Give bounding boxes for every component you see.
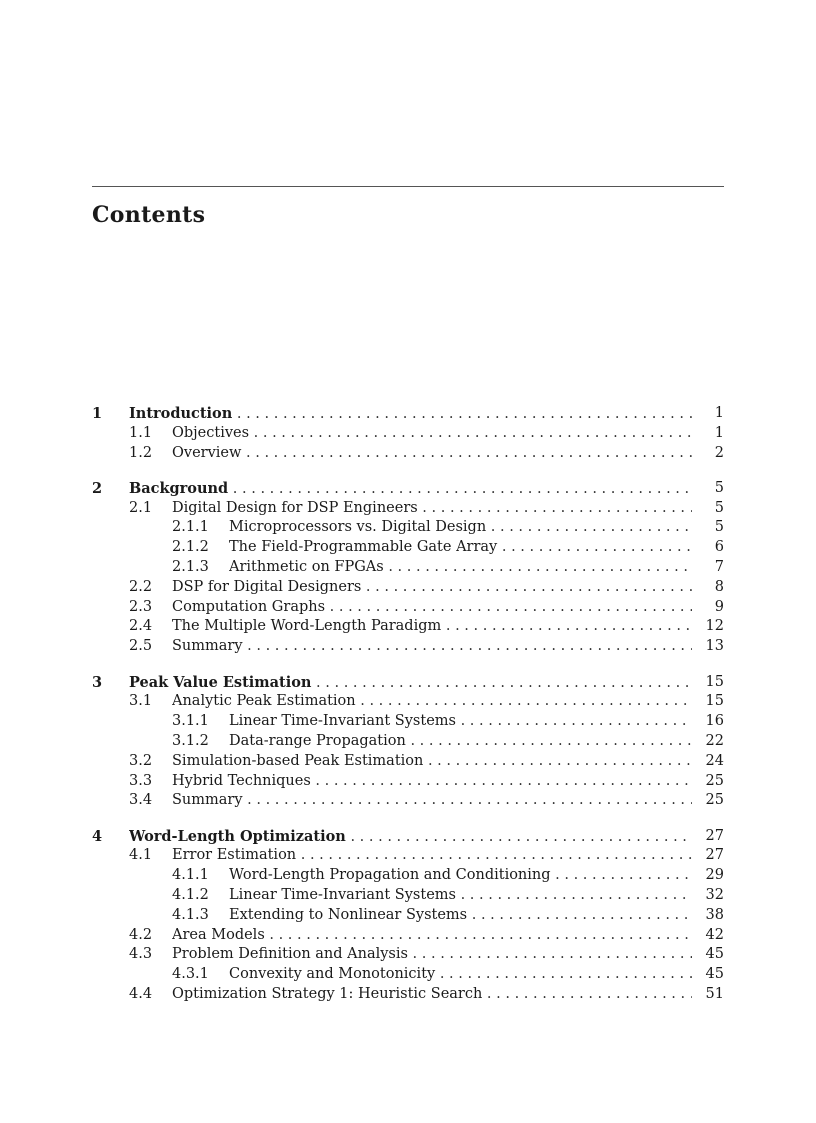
toc-entry-page: 32: [705, 887, 724, 904]
toc-entry-page: 42: [705, 926, 724, 943]
toc-entry-number: 3.1.1: [172, 713, 209, 730]
toc-entry-number: 2.4: [129, 618, 153, 635]
toc-entry-page: 2: [714, 444, 724, 461]
toc-entry-title: [172, 945, 692, 965]
toc-entry-title: [172, 752, 692, 772]
toc-entry-title-text: Optimization Strategy 1: Heuristic Search: [172, 986, 483, 1003]
toc-entry-number: 2: [92, 479, 103, 497]
toc-entry-title: [229, 866, 692, 886]
toc-entry-page: 24: [705, 752, 724, 769]
toc-entry-title-text: Convexity and Monotonicity: [229, 966, 436, 983]
toc-section[interactable]: [92, 692, 724, 712]
toc-entry-title-text: Problem Definition and Analysis: [172, 946, 408, 963]
toc-entry-page: 27: [705, 827, 724, 844]
toc-entry-number: 1: [92, 405, 103, 422]
toc-entry-title: [229, 518, 692, 538]
toc-entry-page: 29: [705, 867, 724, 884]
toc-entry-title-text: Objectives: [172, 424, 250, 441]
toc-entry-title-text: Extending to Nonlinear Systems: [229, 906, 468, 923]
toc-subsection[interactable]: [92, 732, 724, 752]
toc-entry-number: 2.1: [129, 499, 153, 516]
toc-entry-number: 1.1: [129, 424, 153, 441]
toc-section[interactable]: [92, 772, 724, 792]
toc-entry-title: [172, 772, 692, 792]
toc-entry-number: 4.3: [129, 946, 153, 963]
toc-entry-title-text: Word-Length Optimization: [129, 827, 346, 845]
toc-entry-title: [172, 444, 692, 464]
toc-chapter[interactable]: [92, 673, 724, 693]
toc-entry-page: 6: [714, 539, 724, 556]
toc-subsection[interactable]: [92, 538, 724, 558]
toc-entry-title-text: Simulation-based Peak Estimation: [172, 752, 424, 769]
toc-entry-page: 15: [705, 673, 724, 690]
toc-subsection[interactable]: [92, 866, 724, 886]
toc-entry-number: 3.2: [129, 752, 153, 769]
toc-entry-title-text: Area Models: [172, 926, 265, 943]
toc-entry-title: [172, 846, 692, 866]
toc-entry-title-text: Linear Time-Invariant Systems: [229, 887, 456, 904]
toc-entry-title: [229, 558, 692, 578]
toc-entry-title: [229, 906, 692, 926]
toc-entry-page: 7: [714, 559, 724, 576]
toc-entry-page: 9: [714, 598, 724, 615]
toc-entry-title: [172, 637, 692, 657]
toc-section[interactable]: [92, 945, 724, 965]
toc-entry-title-text: Data-range Propagation: [229, 732, 406, 749]
toc-entry-title: [172, 598, 692, 618]
toc-subsection[interactable]: [92, 712, 724, 732]
toc-chapter[interactable]: [92, 827, 724, 847]
toc-entry-number: 4.1.3: [172, 906, 209, 923]
toc-entry-title-text: Digital Design for DSP Engineers: [172, 499, 418, 516]
toc-entry-title: [172, 791, 692, 811]
toc-entry-title: [172, 985, 692, 1005]
toc-entry-number: 4.2: [129, 926, 153, 943]
toc-chapter[interactable]: [92, 479, 724, 499]
toc-section[interactable]: [92, 637, 724, 657]
toc-entry-title-text: Background: [129, 479, 229, 497]
toc-entry-number: 2.1.3: [172, 559, 209, 576]
toc-section[interactable]: [92, 499, 724, 519]
toc-entry-title: [172, 692, 692, 712]
toc-entry-title: [229, 732, 692, 752]
toc-entry-title-text: Microprocessors vs. Digital Design: [229, 519, 487, 536]
toc-entry-page: 1: [714, 424, 724, 441]
page-title: Contents: [92, 202, 206, 228]
toc-section[interactable]: [92, 985, 724, 1005]
toc-entry-number: 2.5: [129, 638, 153, 655]
toc-entry-page: 45: [705, 966, 724, 983]
toc-entry-title-text: DSP for Digital Designers: [172, 578, 362, 595]
toc-entry-title: [172, 617, 692, 637]
toc-entry-title: [172, 499, 692, 519]
toc-subsection[interactable]: [92, 558, 724, 578]
toc-entry-title-text: Word-Length Propagation and Conditioning: [229, 867, 551, 884]
toc-entry-number: 3.4: [129, 792, 153, 809]
toc-entry-title: [229, 886, 692, 906]
toc-entry-page: 5: [714, 479, 724, 496]
toc-section[interactable]: [92, 444, 724, 464]
toc-subsection[interactable]: [92, 906, 724, 926]
toc-entry-title-text: Peak Value Estimation: [129, 673, 312, 691]
toc-section[interactable]: [92, 617, 724, 637]
toc-chapter-block: [92, 404, 724, 463]
toc-section[interactable]: [92, 791, 724, 811]
toc-entry-title-text: The Field-Programmable Gate Array: [229, 539, 498, 556]
toc-entry-page: 8: [714, 578, 724, 595]
toc-chapter-block: [92, 673, 724, 812]
toc-entry-page: 12: [705, 618, 724, 635]
table-of-contents: [92, 404, 724, 1020]
toc-entry-page: 25: [705, 792, 724, 809]
toc-entry-title: [129, 673, 692, 694]
toc-entry-title-text: Hybrid Techniques: [172, 772, 311, 789]
toc-section[interactable]: [92, 846, 724, 866]
toc-entry-title: [172, 424, 692, 444]
toc-entry-number: 2.1.2: [172, 539, 209, 556]
toc-entry-number: 2.1.1: [172, 519, 209, 536]
toc-section[interactable]: [92, 598, 724, 618]
toc-entry-page: 1: [714, 405, 724, 421]
toc-section[interactable]: [92, 752, 724, 772]
toc-entry-title-text: Summary: [172, 792, 243, 809]
toc-entry-title: [129, 479, 692, 500]
toc-entry-page: 51: [705, 986, 724, 1003]
toc-entry-title: [129, 827, 692, 848]
toc-entry-title-text: Linear Time-Invariant Systems: [229, 713, 456, 730]
toc-entry-number: 4: [92, 827, 103, 845]
toc-entry-number: 4.4: [129, 986, 153, 1003]
toc-entry-page: 38: [705, 906, 724, 923]
toc-entry-page: 27: [705, 847, 724, 864]
toc-section[interactable]: [92, 424, 724, 444]
toc-entry-number: 3: [92, 673, 103, 691]
toc-entry-title-text: Summary: [172, 638, 243, 655]
toc-entry-number: 3.3: [129, 772, 153, 789]
header-rule: [92, 186, 724, 187]
toc-section[interactable]: [92, 926, 724, 946]
toc-entry-title: [229, 965, 692, 985]
toc-entry-title: [229, 712, 692, 732]
toc-entry-number: 3.1.2: [172, 732, 209, 749]
toc-entry-page: 5: [714, 519, 724, 536]
toc-entry-title: [229, 538, 692, 558]
toc-entry-title: [172, 578, 692, 598]
toc-entry-title-text: Error Estimation: [172, 847, 297, 864]
toc-subsection[interactable]: [92, 886, 724, 906]
toc-entry-number: 1.2: [129, 444, 153, 461]
toc-entry-number: 4.1: [129, 847, 153, 864]
toc-entry-number: 4.1.2: [172, 887, 209, 904]
toc-entry-title-text: The Multiple Word-Length Paradigm: [172, 618, 442, 635]
toc-subsection[interactable]: [92, 518, 724, 538]
toc-entry-number: 2.3: [129, 598, 153, 615]
toc-entry-page: 22: [705, 732, 724, 749]
toc-entry-page: 25: [705, 772, 724, 789]
toc-entry-page: 45: [705, 946, 724, 963]
toc-section[interactable]: [92, 578, 724, 598]
toc-entry-title-text: Computation Graphs: [172, 598, 326, 615]
toc-chapter[interactable]: [92, 404, 724, 424]
toc-entry-page: 15: [705, 693, 724, 710]
toc-entry-page: 16: [705, 713, 724, 730]
toc-subsection[interactable]: [92, 965, 724, 985]
toc-entry-number: 4.3.1: [172, 966, 209, 983]
toc-entry-title-text: Introduction: [129, 405, 233, 422]
toc-entry-title: [172, 926, 692, 946]
toc-entry-title-text: Overview: [172, 444, 242, 461]
toc-entry-page: 13: [705, 638, 724, 655]
toc-entry-number: 4.1.1: [172, 867, 209, 884]
toc-chapter-block: [92, 827, 724, 1005]
toc-entry-number: 2.2: [129, 578, 153, 595]
toc-entry-title: [129, 404, 692, 425]
toc-entry-title-text: Arithmetic on FPGAs: [229, 559, 384, 576]
toc-entry-title-text: Analytic Peak Estimation: [172, 693, 356, 710]
toc-entry-number: 3.1: [129, 693, 153, 710]
toc-chapter-block: [92, 479, 724, 657]
toc-entry-page: 5: [714, 499, 724, 516]
